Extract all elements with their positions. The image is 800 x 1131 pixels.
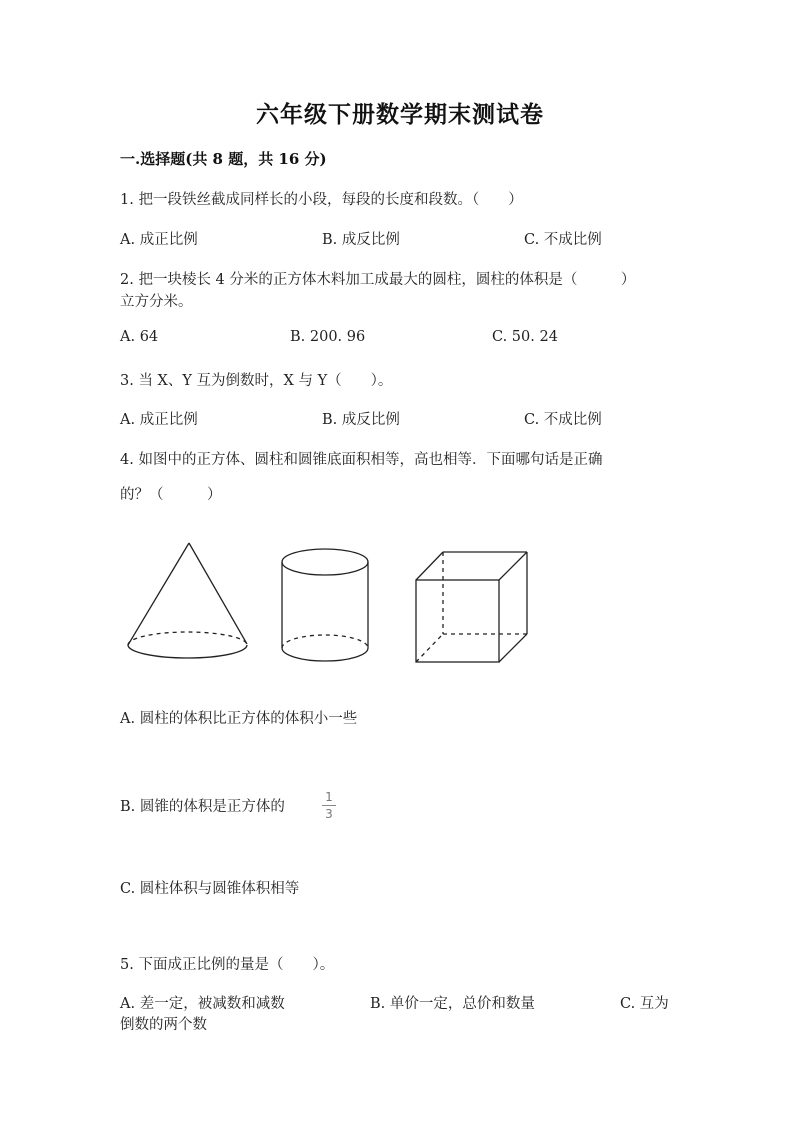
cylinder-base-back <box>282 635 368 648</box>
cone-right-edge <box>189 543 247 644</box>
cone-figure <box>128 543 247 658</box>
question-5-option-a: A. 差一定，被减数和减数 <box>120 996 285 1012</box>
question-5-text: 5. 下面成正比例的量是（ ）。 <box>120 957 335 973</box>
page-title: 六年级下册数学期末测试卷 <box>256 101 544 128</box>
question-4-text-line2: 的？（ ） <box>120 487 222 503</box>
fraction-bar <box>322 805 336 806</box>
cone-left-edge <box>128 543 189 645</box>
cylinder-figure <box>282 549 368 661</box>
cube-bottom-right-edge <box>499 634 527 662</box>
fraction-denominator: 3 <box>325 807 333 821</box>
question-4-text-line1: 4. 如图中的正方体、圆柱和圆锥底面积相等，高也相等．下面哪句话是正确 <box>120 452 603 468</box>
question-2-text-line1: 2. 把一块棱长 4 分米的正方体木料加工成最大的圆柱，圆柱的体积是（ ） <box>120 272 636 288</box>
question-3-option-b: B. 成反比例 <box>322 412 400 428</box>
question-5-option-b: B. 单价一定，总价和数量 <box>370 996 535 1012</box>
question-2-text-line2: 立方分米。 <box>120 294 193 310</box>
question-4-option-c: C. 圆柱体积与圆锥体积相等 <box>120 881 300 897</box>
question-1-option-a: A. 成正比例 <box>120 232 198 248</box>
question-4-option-a: A. 圆柱的体积比正方体的体积小一些 <box>120 711 358 727</box>
cylinder-top <box>282 549 368 575</box>
question-1-text: 1. 把一段铁丝截成同样长的小段，每段的长度和段数。（ ） <box>120 192 523 208</box>
cube-top-left-edge <box>416 552 443 580</box>
question-2-option-b: B. 200. 96 <box>290 329 366 345</box>
cone-base-back <box>128 632 247 645</box>
fraction-numerator: 1 <box>325 790 333 804</box>
cube-figure <box>416 552 527 662</box>
question-1-option-b: B. 成反比例 <box>322 232 400 248</box>
cube-top-right-edge <box>499 552 527 580</box>
question-2-option-a: A. 64 <box>120 329 159 345</box>
question-4-option-b: B. 圆锥的体积是正方体的 <box>120 799 285 815</box>
section-heading: 一.选择题(共 8 题，共 16 分) <box>120 150 327 168</box>
question-1-option-c: C. 不成比例 <box>524 232 602 248</box>
question-5-option-c-line2: 倒数的两个数 <box>120 1017 207 1033</box>
cone-base-front <box>128 645 247 658</box>
question-2-option-c: C. 50. 24 <box>492 329 558 345</box>
question-3-option-a: A. 成正比例 <box>120 412 198 428</box>
cylinder-base-front <box>282 648 368 661</box>
question-5-option-c-line1: C. 互为 <box>620 996 669 1012</box>
question-3-text: 3. 当 X、Y 互为倒数时，X 与 Y（ ）。 <box>120 373 393 389</box>
question-3-option-c: C. 不成比例 <box>524 412 602 428</box>
one-third-fraction <box>322 790 336 821</box>
